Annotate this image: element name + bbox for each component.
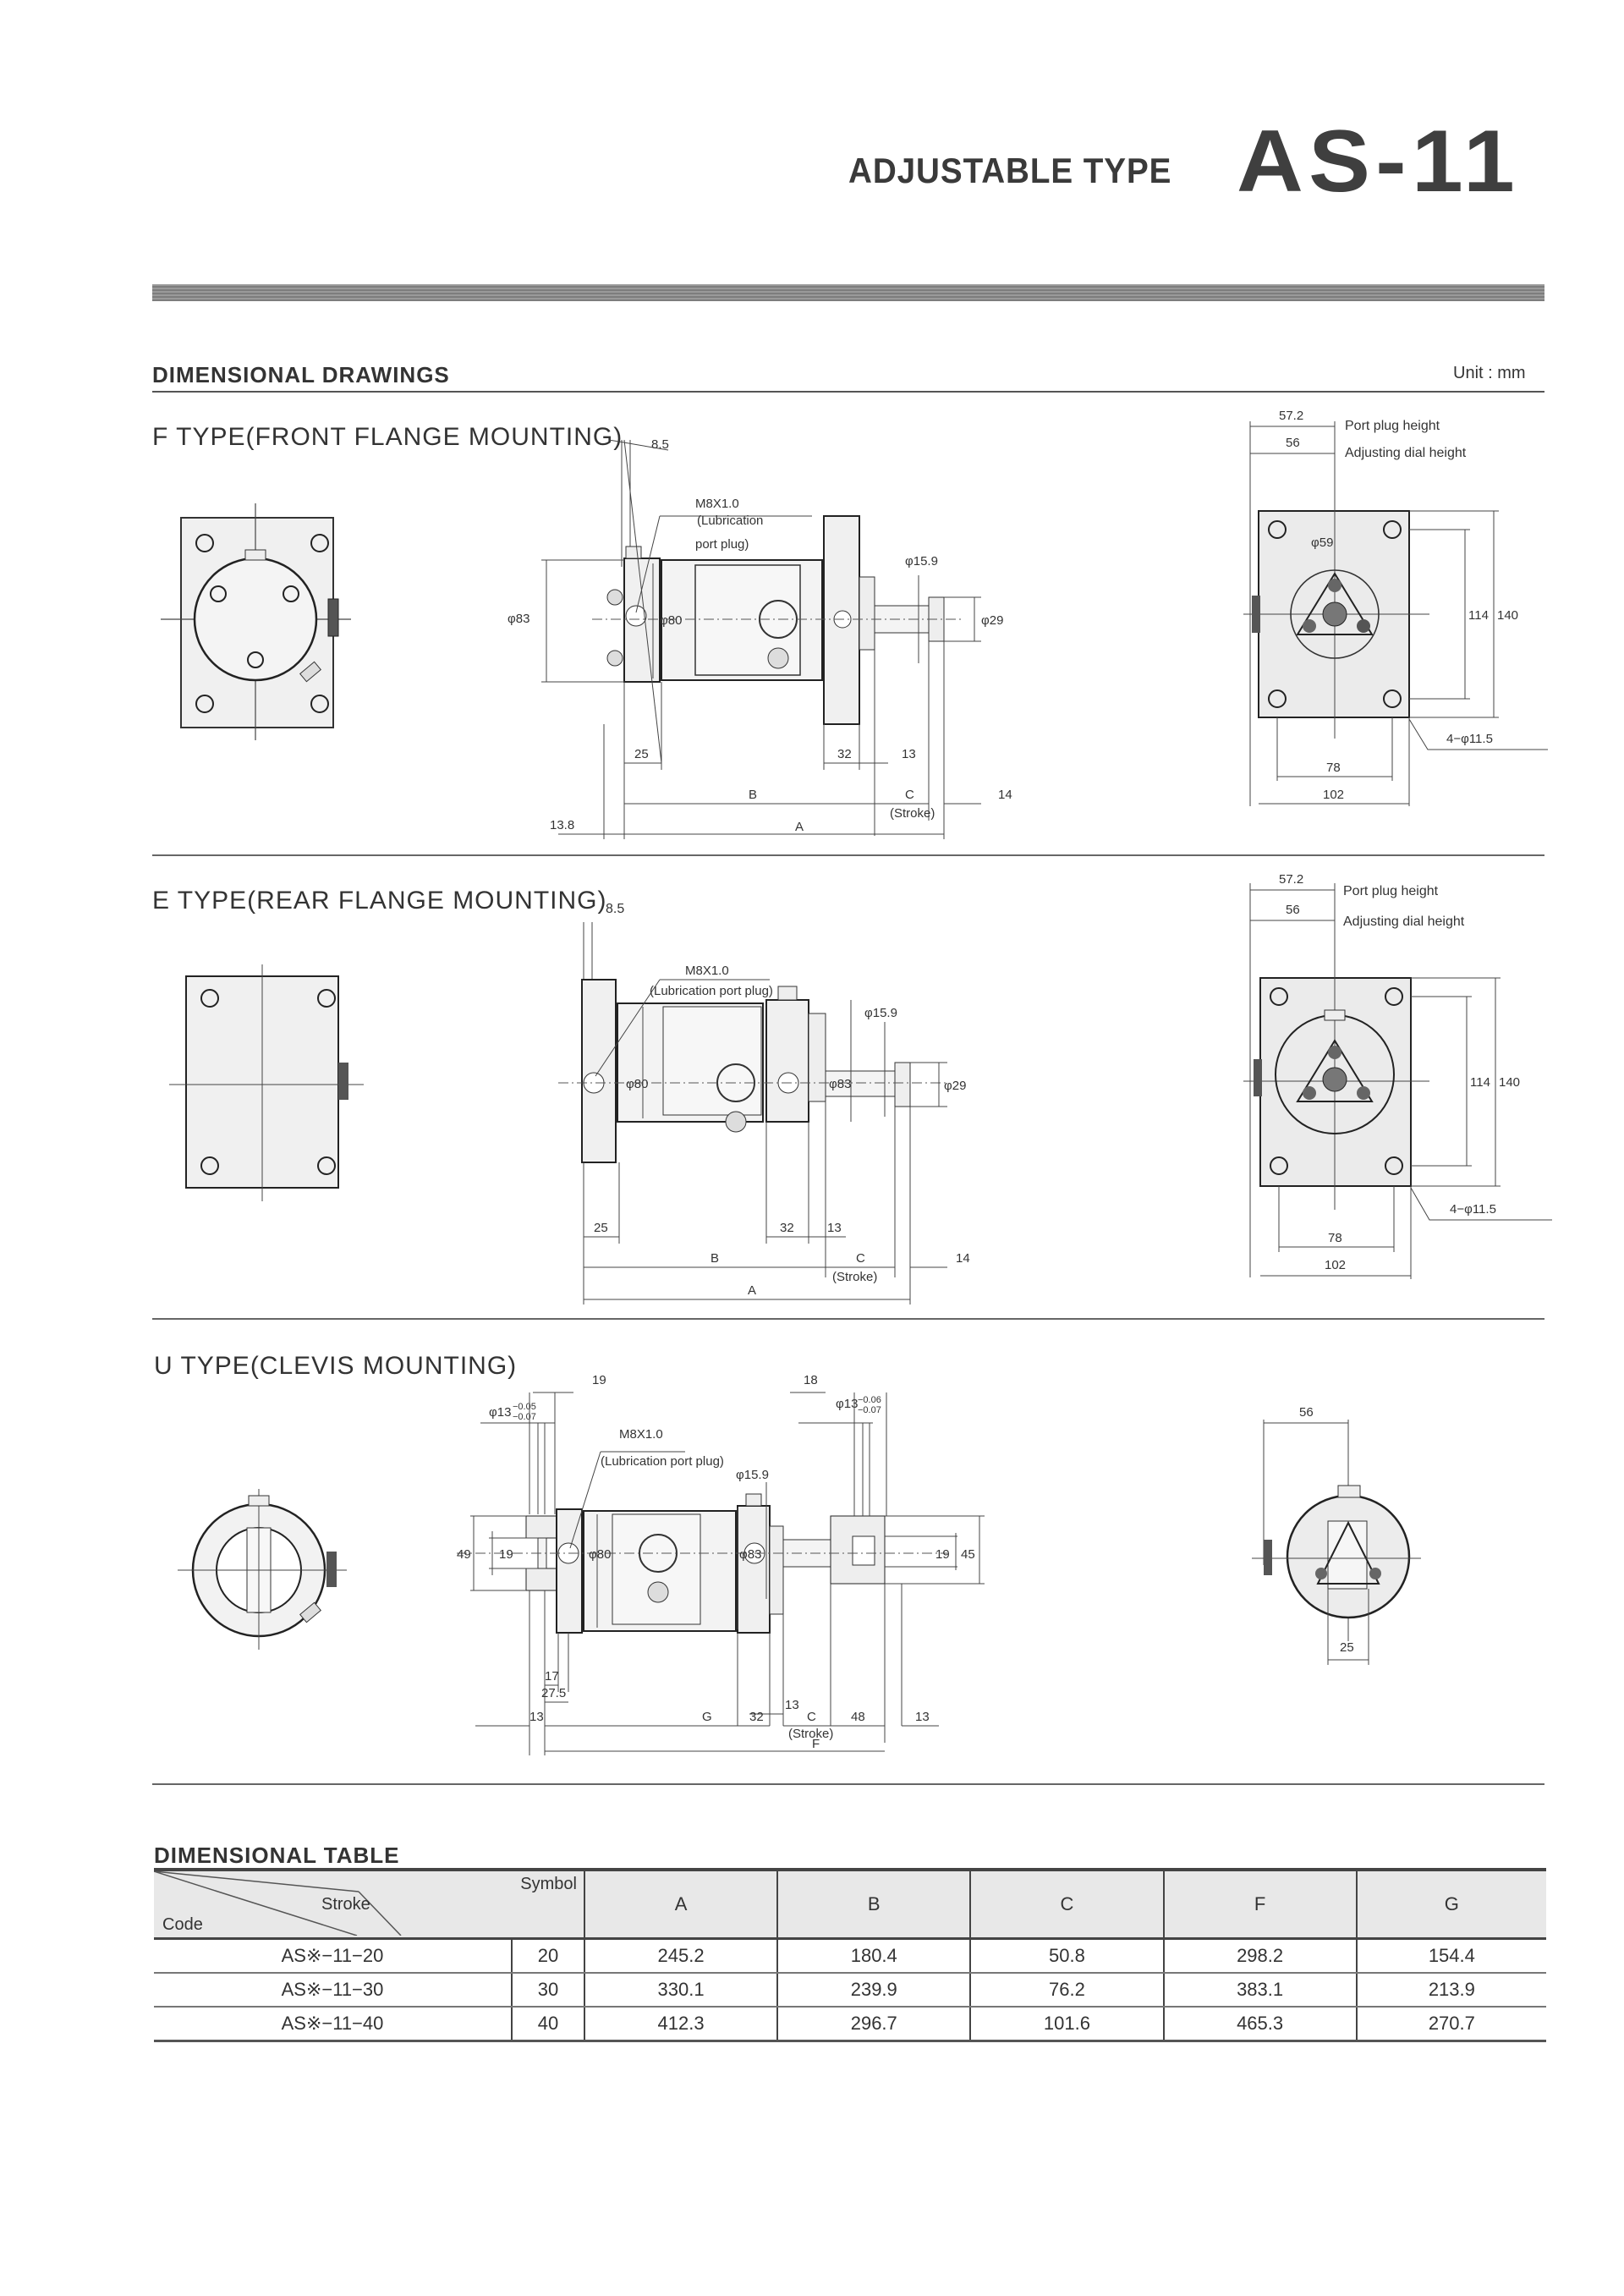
u-dim-13-left: 13 — [529, 1710, 544, 1724]
f-dim-25: 25 — [634, 747, 649, 761]
f-type-front-view — [161, 499, 381, 753]
e-stroke: (Stroke) — [832, 1270, 878, 1284]
f-section-divider — [152, 854, 1544, 856]
e-type-title: E TYPE(REAR FLANGE MOUNTING) — [152, 887, 607, 915]
f-dim-8-5: 8.5 — [651, 440, 669, 452]
cell-F: 383.1 — [1164, 1973, 1357, 2007]
e-holes: 4−φ11.5 — [1450, 1202, 1496, 1217]
drawings-section-title: DIMENSIONAL DRAWINGS — [152, 362, 450, 387]
e-dia-15-9: φ15.9 — [864, 1006, 897, 1020]
cell-B: 296.7 — [777, 2007, 970, 2041]
e-dim-140: 140 — [1499, 1075, 1521, 1090]
u-pin-left-tol-lower: −0.07 — [513, 1412, 536, 1422]
cell-F: 298.2 — [1164, 1939, 1357, 1974]
u-dim-19-left: 19 — [499, 1547, 513, 1562]
e-dia-80: φ80 — [626, 1077, 649, 1091]
f-dim-13: 13 — [902, 747, 916, 761]
f-dim-C: C — [905, 788, 914, 802]
f-dia-29: φ29 — [981, 613, 1004, 628]
f-stroke: (Stroke) — [890, 806, 935, 821]
corner-code-label: Code — [162, 1915, 203, 1934]
u-dia-15-9: φ15.9 — [736, 1468, 769, 1482]
e-type-side-view — [558, 922, 1083, 1311]
f-type-end-view — [1243, 404, 1556, 819]
e-dim-102: 102 — [1325, 1258, 1347, 1272]
u-dim-F: F — [812, 1737, 820, 1751]
u-dim-C: C — [807, 1710, 816, 1724]
cell-B: 180.4 — [777, 1939, 970, 1974]
f-type-side-view — [508, 440, 1066, 846]
u-stroke: (Stroke) — [788, 1727, 834, 1741]
u-dim-48: 48 — [851, 1710, 865, 1724]
table-row — [154, 2007, 1546, 2041]
e-thread-label: M8X1.0 — [685, 964, 729, 978]
cell-code: AS※−11−20 — [154, 1939, 512, 1974]
u-dim-19-right: 19 — [935, 1547, 950, 1562]
col-header-A: A — [584, 1870, 777, 1939]
u-type-side-view — [457, 1370, 1150, 1768]
col-header-C: C — [970, 1870, 1163, 1939]
e-dim-A: A — [748, 1283, 757, 1298]
u-dim-32: 32 — [749, 1710, 764, 1724]
e-dim-56: 56 — [1286, 903, 1300, 917]
u-dia-80: φ80 — [589, 1547, 612, 1562]
cell-stroke: 20 — [512, 1939, 584, 1974]
f-adjusting-dial-height: Adjusting dial height — [1345, 446, 1467, 460]
e-dim-32: 32 — [780, 1221, 794, 1235]
e-dia-29: φ29 — [944, 1079, 967, 1093]
u-pin-right: φ13 — [836, 1397, 859, 1411]
u-pin-right-tol-lower: −0.07 — [858, 1405, 881, 1415]
cell-G: 270.7 — [1357, 2007, 1546, 2041]
f-dim-13-8: 13.8 — [550, 818, 575, 832]
f-dim-102: 102 — [1323, 788, 1345, 802]
f-lub-note-1: (Lubrication — [697, 514, 764, 528]
u-pin-left: φ13 — [489, 1405, 512, 1420]
e-dim-8-5: 8.5 — [606, 902, 625, 916]
u-type-title: U TYPE(CLEVIS MOUNTING) — [154, 1352, 518, 1380]
f-dim-B: B — [749, 788, 758, 802]
page-subtitle: ADJUSTABLE TYPE — [848, 151, 1172, 190]
e-dim-13: 13 — [827, 1221, 842, 1235]
f-port-plug-height: Port plug height — [1345, 419, 1440, 433]
u-dim-45: 45 — [961, 1547, 975, 1562]
corner-symbol-label: Symbol — [520, 1875, 577, 1893]
f-dim-32: 32 — [837, 747, 852, 761]
section-rule — [152, 391, 1544, 393]
f-dim-A: A — [795, 820, 804, 834]
cell-code: AS※−11−30 — [154, 1973, 512, 2007]
u-dia-83: φ83 — [739, 1547, 762, 1562]
u-side-dim-25: 25 — [1340, 1640, 1354, 1655]
dimensional-table — [154, 1868, 1546, 2042]
cell-C: 76.2 — [970, 1973, 1163, 2007]
f-dim-14: 14 — [998, 788, 1012, 802]
u-pin-left-tol-upper: −0.05 — [513, 1402, 536, 1412]
e-adjusting-dial-height: Adjusting dial height — [1343, 915, 1465, 929]
u-dim-49: 49 — [457, 1547, 471, 1562]
e-dim-25: 25 — [594, 1221, 608, 1235]
e-dim-57-2: 57.2 — [1279, 872, 1304, 887]
cell-B: 239.9 — [777, 1973, 970, 2007]
cell-C: 50.8 — [970, 1939, 1163, 1974]
col-header-F: F — [1164, 1870, 1357, 1939]
cell-F: 465.3 — [1164, 2007, 1357, 2041]
u-type-front-view — [178, 1472, 381, 1675]
u-side-dim-56: 56 — [1299, 1405, 1314, 1420]
cell-C: 101.6 — [970, 2007, 1163, 2041]
f-dia-15-9: φ15.9 — [905, 554, 938, 569]
f-dia-59: φ59 — [1311, 536, 1334, 550]
corner-stroke-label: Stroke — [321, 1895, 370, 1914]
unit-label: Unit : mm — [1453, 364, 1526, 382]
cell-A: 245.2 — [584, 1939, 777, 1974]
table-row — [154, 1939, 1546, 1974]
e-dim-14: 14 — [956, 1251, 970, 1266]
e-dim-114: 114 — [1470, 1075, 1490, 1090]
u-dim-18: 18 — [804, 1373, 818, 1387]
u-pin-right-tol-upper: −0.06 — [858, 1395, 881, 1405]
table-section-title: DIMENSIONAL TABLE — [154, 1843, 400, 1868]
u-dim-27-5: 27.5 — [541, 1686, 567, 1700]
f-dim-114: 114 — [1468, 608, 1489, 623]
u-thread-label: M8X1.0 — [619, 1427, 663, 1442]
u-lub-note: (Lubrication port plug) — [601, 1454, 724, 1469]
e-dim-B: B — [710, 1251, 720, 1266]
f-dim-78: 78 — [1326, 761, 1341, 775]
e-section-divider — [152, 1318, 1544, 1320]
cell-G: 213.9 — [1357, 1973, 1546, 2007]
f-thread-label: M8X1.0 — [695, 497, 739, 511]
col-header-G: G — [1357, 1870, 1546, 1939]
e-dim-78: 78 — [1328, 1231, 1342, 1245]
cell-G: 154.4 — [1357, 1939, 1546, 1974]
u-section-divider — [152, 1783, 1544, 1785]
cell-stroke: 30 — [512, 1973, 584, 2007]
cell-A: 412.3 — [584, 2007, 777, 2041]
col-header-B: B — [777, 1870, 970, 1939]
f-dim-57-2: 57.2 — [1279, 409, 1304, 423]
cell-code: AS※−11−40 — [154, 2007, 512, 2041]
u-dim-13-right: 13 — [915, 1710, 930, 1724]
f-type-title: F TYPE(FRONT FLANGE MOUNTING) — [152, 423, 623, 451]
f-lub-note-2: port plug) — [695, 537, 749, 552]
e-lub-note: (Lubrication port plug) — [650, 984, 773, 998]
u-type-end-view — [1243, 1396, 1429, 1684]
u-dim-17: 17 — [545, 1669, 559, 1684]
f-holes: 4−φ11.5 — [1446, 732, 1493, 746]
e-dim-C: C — [856, 1251, 865, 1266]
cell-A: 330.1 — [584, 1973, 777, 2007]
f-dim-56: 56 — [1286, 436, 1300, 450]
e-port-plug-height: Port plug height — [1343, 884, 1439, 898]
u-dim-G: G — [702, 1710, 712, 1724]
f-dia-80: φ80 — [660, 613, 683, 628]
header-band — [152, 284, 1544, 301]
cell-stroke: 40 — [512, 2007, 584, 2041]
e-type-end-view — [1243, 871, 1556, 1286]
table-row — [154, 1973, 1546, 2007]
f-dim-140: 140 — [1497, 608, 1519, 623]
u-dim-19-top: 19 — [592, 1373, 606, 1387]
e-dia-83: φ83 — [829, 1077, 852, 1091]
model-title: AS-11 — [1237, 113, 1520, 211]
e-type-front-view — [169, 964, 381, 1201]
f-dia-83: φ83 — [508, 612, 530, 626]
u-dim-13-mid: 13 — [785, 1698, 799, 1712]
table-corner-header — [154, 1870, 584, 1939]
